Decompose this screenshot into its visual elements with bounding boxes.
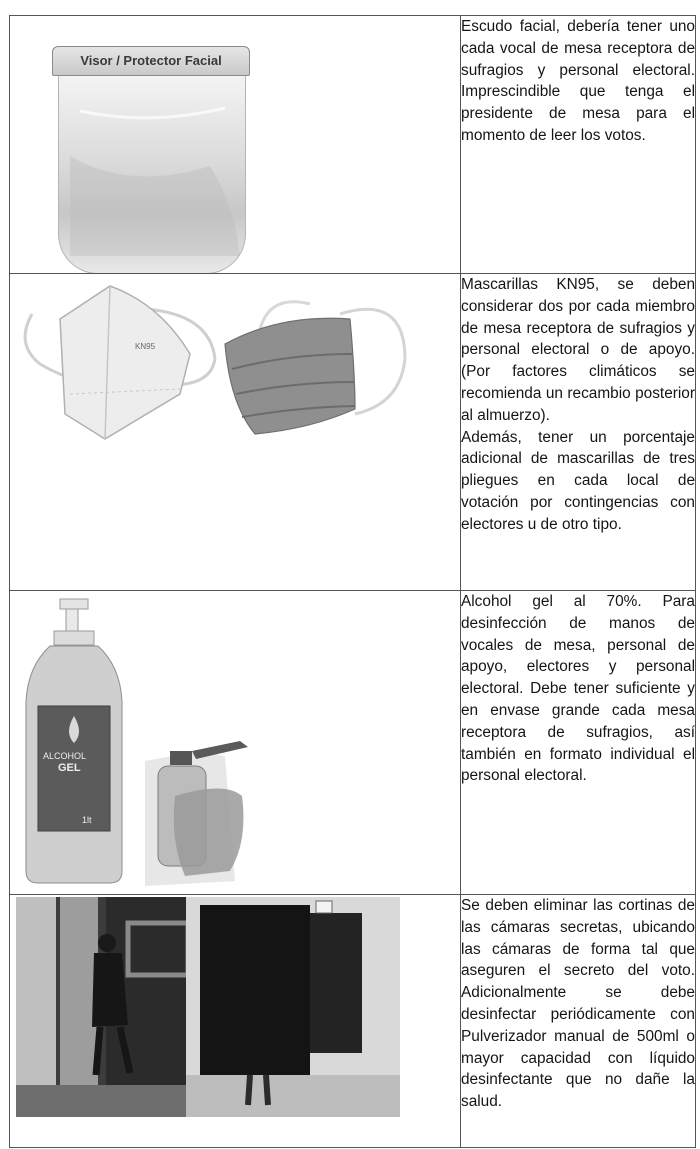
voting-booth-image bbox=[10, 895, 460, 1148]
face-shield-reflections bbox=[10, 16, 460, 274]
voting-booth-description bbox=[461, 895, 696, 1148]
voting-booth-text: Se deben eliminar las cortinas de las cámaras secretas, ubicando las cámaras de forma tal que aseguren el secreto del voto. Adicionalmente se debe desinfectar periódicamente con Pulverizador manual de 500ml o mayor capacidad con líquido desinfectante que no dañe la salud. bbox=[461, 897, 695, 1111]
gel-label: GEL bbox=[58, 762, 81, 774]
alcohol-gel-description bbox=[461, 591, 696, 895]
face-shield-text: Escudo facial, debería tener uno cada vocal de mesa receptora de sufragios y personal electoral. Imprescindible que tenga el presidente de mesa para el momento de leer los votos. bbox=[461, 18, 695, 144]
masks-text: Mascarillas KN95, se deben considerar dos por cada miembro de mesa receptora de sufragios y personal electoral o de apoyo. (Por factores climáticos se recomienda un recambio posterior al almuerzo). bbox=[461, 276, 695, 424]
masks-description bbox=[461, 274, 696, 591]
requirements-table bbox=[9, 15, 696, 1148]
face-shield-description bbox=[461, 16, 696, 274]
masks-extra-text: Además, tener un porcentaje adicional de mascarillas de tres pliegues en cada local de votación por contingencias con electores u de otro tipo. bbox=[461, 428, 695, 533]
volume-label: 1lt bbox=[82, 815, 92, 825]
voting-booth-image-cell bbox=[10, 895, 461, 1148]
face-shield-image-cell bbox=[10, 16, 461, 274]
table-row bbox=[10, 895, 696, 1148]
face-shield-image bbox=[10, 16, 460, 274]
alcohol-gel-image bbox=[10, 591, 460, 895]
masks-image bbox=[10, 274, 460, 591]
table-row bbox=[10, 591, 696, 895]
table-row bbox=[10, 274, 696, 591]
face-shield-band-label: Visor / Protector Facial bbox=[52, 46, 250, 76]
kn95-mask-label: KN95 bbox=[135, 342, 156, 351]
alcohol-label: ALCOHOL bbox=[43, 751, 87, 761]
alcohol-gel-text: Alcohol gel al 70%. Para desinfección de manos de vocales de mesa, personal de apoyo, electores y personal electoral. Debe tener suficiente y en envase grande cada mesa receptora de sufragios, así también en formato individual el personal electoral. bbox=[461, 593, 695, 785]
masks-image-cell bbox=[10, 274, 461, 591]
alcohol-gel-image-cell bbox=[10, 591, 461, 895]
table-row bbox=[10, 16, 696, 274]
